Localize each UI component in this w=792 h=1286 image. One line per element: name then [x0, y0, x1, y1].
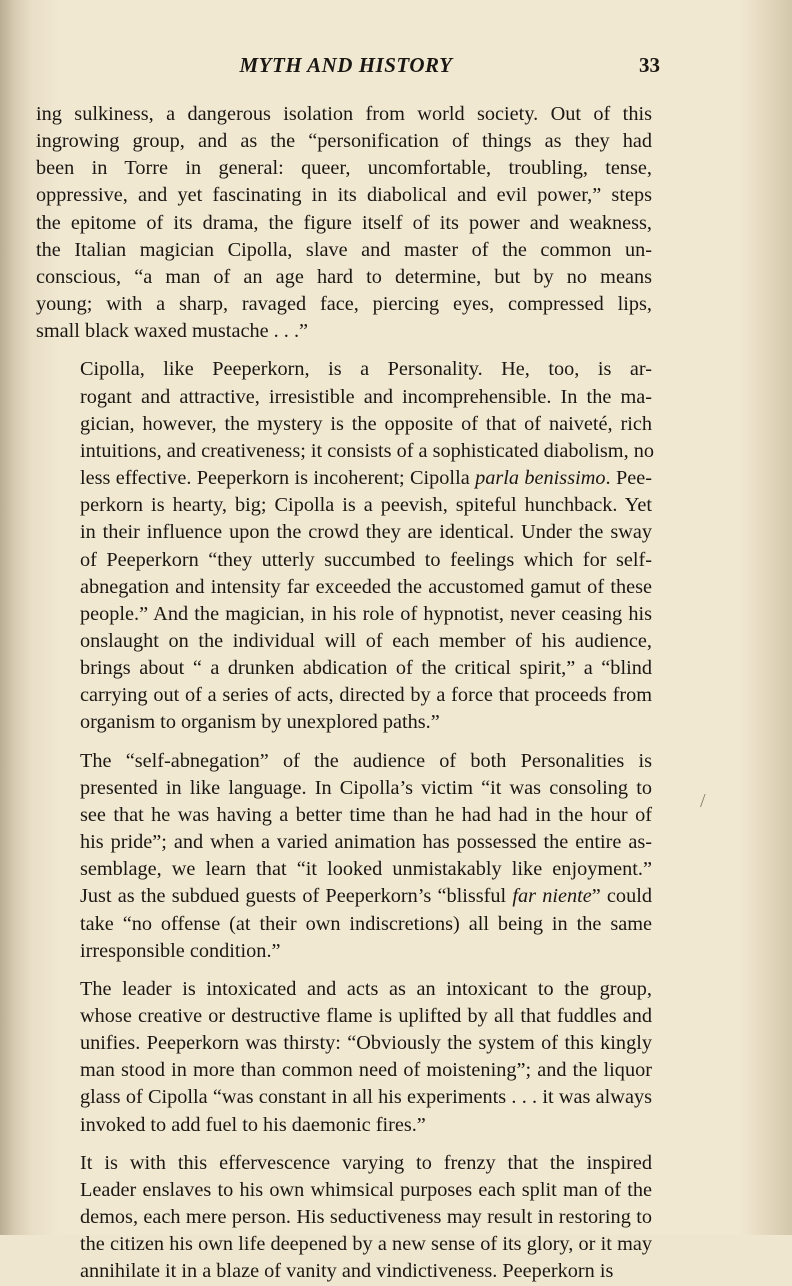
pencil-margin-mark: /	[700, 790, 706, 812]
text-line: demos, each mere person. His seductiveness may result in restoring to	[80, 1206, 652, 1229]
text-line: It is with this effervescence varying to frenzy that the inspired	[80, 1151, 652, 1174]
text-line: annihilate it in a blaze of vanity and vindictiveness. Peeperkorn is	[80, 1260, 614, 1283]
text-line: irresponsible condition.”	[80, 939, 281, 962]
text-line: Just as the subdued guests of Peeperkorn’s “blissful far niente” could	[80, 885, 652, 908]
text-line: invoked to add fuel to his daemonic fires.”	[80, 1113, 426, 1136]
page-number: 33	[639, 53, 660, 77]
text-line: man stood in more than common need of moistening”; and the liquor	[80, 1059, 652, 1082]
text-line: whose creative or destructive flame is uplifted by all that fuddles and	[80, 1005, 652, 1027]
text-line: perkorn is hearty, big; Cipolla is a peevish, spiteful hunchback. Yet	[80, 494, 652, 517]
paragraph	[36, 1150, 652, 1286]
body-text	[36, 101, 652, 1286]
text-line: less effective. Peeperkorn is incoherent; Cipolla parla benissimo. Pee-	[80, 467, 653, 490]
text-line: young; with a sharp, ravaged face, piercing eyes, compressed lips,	[36, 293, 652, 316]
text-line: the epitome of its drama, the figure itself of its power and weakness,	[36, 211, 652, 234]
text-line: in their influence upon the crowd they are identical. Under the sway	[80, 521, 652, 544]
text-line: see that he was having a better time than he had had in the hour of	[80, 803, 652, 826]
text-line: ingrowing group, and as the “personification of things as they had	[36, 130, 652, 153]
text-line: gician, however, the mystery is the opposite of that of naiveté, rich	[80, 412, 652, 435]
text-line: his pride”; and when a varied animation has possessed the entire as-	[80, 831, 652, 854]
text-line: rogant and attractive, irresistible and incomprehensible. In the ma-	[80, 385, 652, 408]
text-line: The “self-abnegation” of the audience of both Personalities is	[80, 749, 652, 772]
text-line: unifies. Peeperkorn was thirsty: “Obviously the system of this kingly	[80, 1032, 652, 1055]
paragraph	[36, 101, 652, 345]
text-line: The leader is intoxicated and acts as an intoxicant to the group,	[80, 977, 652, 1000]
text-line: of Peeperkorn “they utterly succumbed to feelings which for self-	[80, 548, 652, 571]
text-line: carrying out of a series of acts, directed by a force that proceeds from	[80, 684, 652, 707]
text-line: conscious, “a man of an age hard to determine, but by no means	[36, 265, 652, 288]
text-line: people.” And the magician, in his role of hypnotist, never ceasing his	[80, 602, 652, 625]
text-line: take “no offense (at their own indiscretions) all being in the same	[80, 912, 652, 935]
text-line: the citizen his own life deepened by a new sense of its glory, or it may	[80, 1233, 652, 1256]
text-line: semblage, we learn that “it looked unmistakably like enjoyment.”	[80, 858, 652, 881]
text-line: oppressive, and yet fascinating in its diabolical and evil power,” steps	[36, 184, 652, 207]
text-line: Leader enslaves to his own whimsical purposes each split man of the	[80, 1178, 652, 1201]
text-line: onslaught on the individual will of each member of his audience,	[80, 629, 652, 652]
text-line: Cipolla, like Peeperkorn, is a Personality. He, too, is ar-	[80, 358, 652, 381]
text-line: ing sulkiness, a dangerous isolation from world society. Out of this	[36, 103, 652, 125]
text-line: small black waxed mustache . . .”	[36, 320, 309, 343]
text-line: the Italian magician Cipolla, slave and master of the common un-	[36, 238, 652, 261]
text-line: organism to organism by unexplored paths.”	[80, 711, 440, 734]
text-line: abnegation and intensity far exceeded the accustomed gamut of these	[80, 575, 652, 598]
paragraph	[36, 748, 652, 965]
paragraph	[36, 976, 652, 1139]
text-line: brings about “ a drunken abdication of the critical spirit,” a “blind	[80, 657, 652, 680]
running-title: MYTH AND HISTORY	[239, 53, 453, 77]
paragraph	[36, 356, 652, 736]
text-line: intuitions, and creativeness; it consists of a sophisticated diabolism, no	[80, 439, 654, 462]
text-line: been in Torre in general: queer, uncomfortable, troubling, tense,	[36, 157, 652, 180]
text-line: glass of Cipolla “was constant in all his experiments . . . it was always	[80, 1086, 652, 1109]
text-line: presented in like language. In Cipolla’s victim “it was consoling to	[80, 776, 652, 799]
page-header	[36, 53, 660, 83]
